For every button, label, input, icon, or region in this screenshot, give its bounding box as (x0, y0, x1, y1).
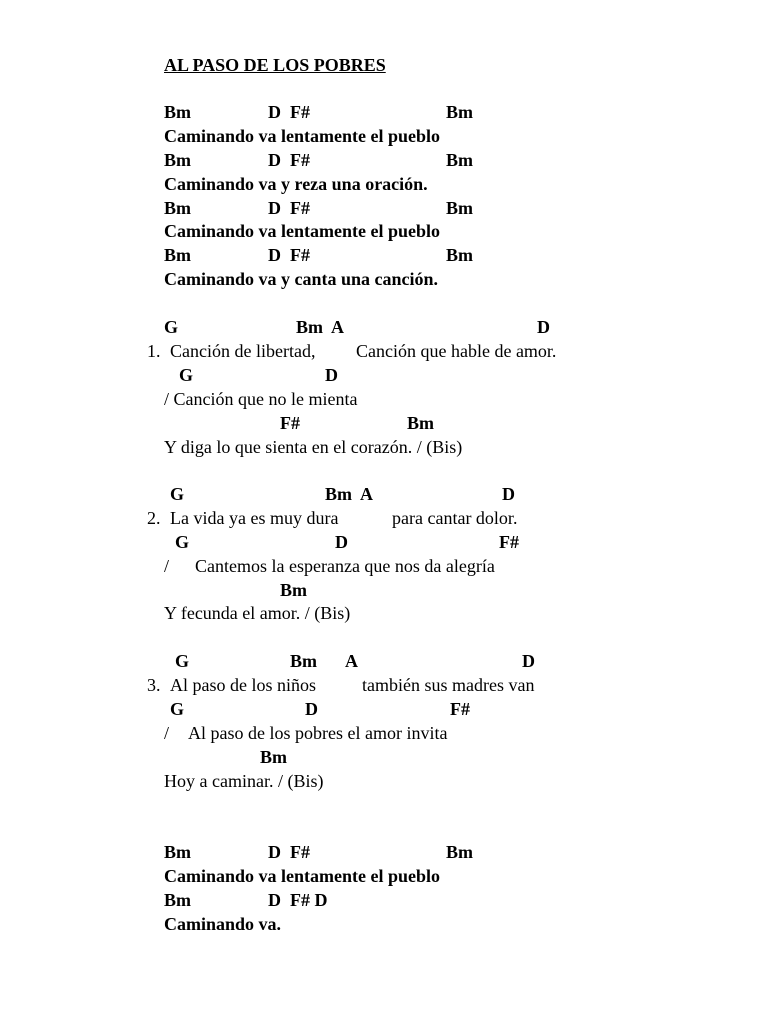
chord: G (170, 699, 185, 719)
verse-number: 2. (147, 508, 161, 528)
chord: D F# D (268, 890, 328, 910)
lyric-line: Hoy a caminar. / (Bis) (164, 771, 324, 791)
chord: D (335, 532, 348, 552)
chord: D (537, 317, 550, 337)
chord: Bm (164, 842, 191, 862)
chord: Bm (280, 580, 307, 600)
chord: G (179, 365, 194, 385)
chord: D F# (268, 102, 310, 122)
chord: D F# (268, 150, 310, 170)
lyric-line: Al paso de los niños (170, 675, 316, 695)
chord: Bm (446, 150, 473, 170)
lyric-line: Y diga lo que sienta en el corazón. / (Bis) (164, 437, 463, 457)
chord: Bm (164, 150, 191, 170)
chord: F# (499, 532, 519, 552)
lyric-line: Cantemos la esperanza que nos da alegría (195, 556, 495, 576)
chord: Bm (446, 102, 473, 122)
chord: D (305, 699, 318, 719)
slash-mark: / (164, 723, 170, 743)
chord: Bm (290, 651, 317, 671)
lyric-line: para cantar dolor. (392, 508, 518, 528)
chord: G (170, 484, 185, 504)
lyric-line: Caminando va. (164, 914, 282, 934)
lyric-line: Caminando va lentamente el pueblo (164, 866, 441, 886)
lyric-line: Canción que hable de amor. (356, 341, 557, 361)
chord: Bm (164, 198, 191, 218)
chord: G (164, 317, 179, 337)
verse-number: 1. (147, 341, 161, 361)
chord: Bm (446, 245, 473, 265)
chord: Bm (164, 102, 191, 122)
slash-mark: / (164, 556, 170, 576)
lyric-line: también sus madres van (362, 675, 535, 695)
chord: D (522, 651, 535, 671)
chord: Bm (446, 198, 473, 218)
lyric-line: La vida ya es muy dura (170, 508, 339, 528)
lyric-line: Canción de libertad, (170, 341, 316, 361)
chord: Bm (260, 747, 287, 767)
chord: F# (280, 413, 300, 433)
chord: G (175, 532, 190, 552)
chord: F# (450, 699, 470, 719)
lyric-line: Caminando va y reza una oración. (164, 174, 428, 194)
lyric-line: Caminando va lentamente el pueblo (164, 126, 441, 146)
chord: D (502, 484, 515, 504)
verse-number: 3. (147, 675, 161, 695)
chord: G (175, 651, 190, 671)
chord: A (345, 651, 358, 671)
chord: Bm A (325, 484, 374, 504)
lyric-line: Caminando va y canta una canción. (164, 269, 439, 289)
chord: D (325, 365, 338, 385)
chord: D F# (268, 842, 310, 862)
lyric-line: Al paso de los pobres el amor invita (188, 723, 448, 743)
chord: D F# (268, 198, 310, 218)
song-title: AL PASO DE LOS POBRES (164, 55, 386, 75)
chord: D F# (268, 245, 310, 265)
chord: Bm (164, 245, 191, 265)
chord: Bm (407, 413, 434, 433)
chord: Bm (446, 842, 473, 862)
lyric-line: Caminando va lentamente el pueblo (164, 221, 441, 241)
lyric-line: / Canción que no le mienta (164, 389, 358, 409)
chord: Bm A (296, 317, 345, 337)
chord: Bm (164, 890, 191, 910)
lyric-line: Y fecunda el amor. / (Bis) (164, 603, 351, 623)
